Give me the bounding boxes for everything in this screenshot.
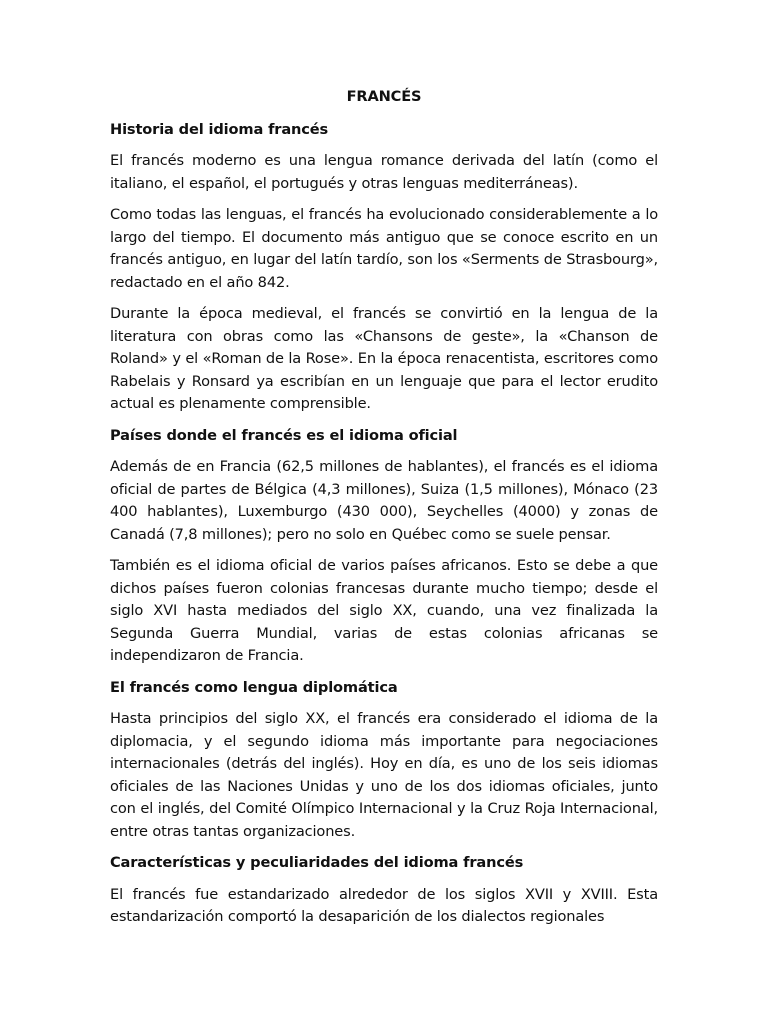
section-heading: Historia del idioma francés: [110, 120, 329, 138]
section-diplomatica: [110, 677, 658, 844]
section-historia: [110, 119, 658, 416]
paragraph: Como todas las lenguas, el francés ha evolucionado considerablemente a lo largo del tiempo. El documento más antiguo que se conoce escrito en un francés antiguo, en lugar del latín tardío, son los «Serments de Strasbourg», redactado en el año 842.: [110, 206, 658, 291]
paragraph: El francés moderno es una lengua romance derivada del latín (como el italiano, el español, el portugués y otras lenguas mediterráneas).: [110, 152, 658, 192]
paragraph: Durante la época medieval, el francés se convirtió en la lengua de la literatura con obras como las «Chansons de geste», la «Chanson de Roland» y el «Roman de la Rose». En la época renacentista, escritores como Rabelais y Ronsard ya escribían en un lenguaje que para el lector erudito actual es plenamente comprensible.: [110, 305, 658, 412]
document-body: [110, 86, 658, 938]
section-heading: Características y peculiaridades del idioma francés: [110, 854, 524, 871]
paragraph: También es el idioma oficial de varios países africanos. Esto se debe a que dichos países fueron colonias francesas durante mucho tiempo; desde el siglo XVI hasta mediados del siglo XX, cuando, una vez finalizada la Segunda Guerra Mundial, varias de estas colonias africanas se independizaron de Francia.: [110, 557, 658, 664]
section-heading: El francés como lengua diplomática: [110, 678, 398, 696]
paragraph: El francés fue estandarizado alrededor de los siglos XVII y XVIII. Esta estandarización comportó la desaparición de los dialectos regionales: [110, 885, 658, 925]
document-title: FRANCÉS: [346, 88, 422, 105]
paragraph: Además de en Francia (62,5 millones de hablantes), el francés es el idioma oficial de partes de Bélgica (4,3 millones), Suiza (1,5 millones), Mónaco (23 400 hablantes), Luxemburgo (430 000), Seychelles (4000) y zonas de Canadá (7,8 millones); pero no solo en Québec como se suele pensar.: [110, 458, 658, 543]
section-caracteristicas: [110, 852, 658, 929]
section-heading: Países donde el francés es el idioma oficial: [110, 426, 458, 444]
section-paises: [110, 425, 658, 668]
paragraph: Hasta principios del siglo XX, el francés era considerado el idioma de la diplomacia, y el segundo idioma más importante para negociaciones internacionales (detrás del inglés). Hoy en día, es uno de los seis idiomas oficiales de las Naciones Unidas y uno de los dos idiomas oficiales, junto con el inglés, del Comité Olímpico Internacional y la Cruz Roja Internacional, entre otras tantas organizaciones.: [110, 710, 658, 840]
